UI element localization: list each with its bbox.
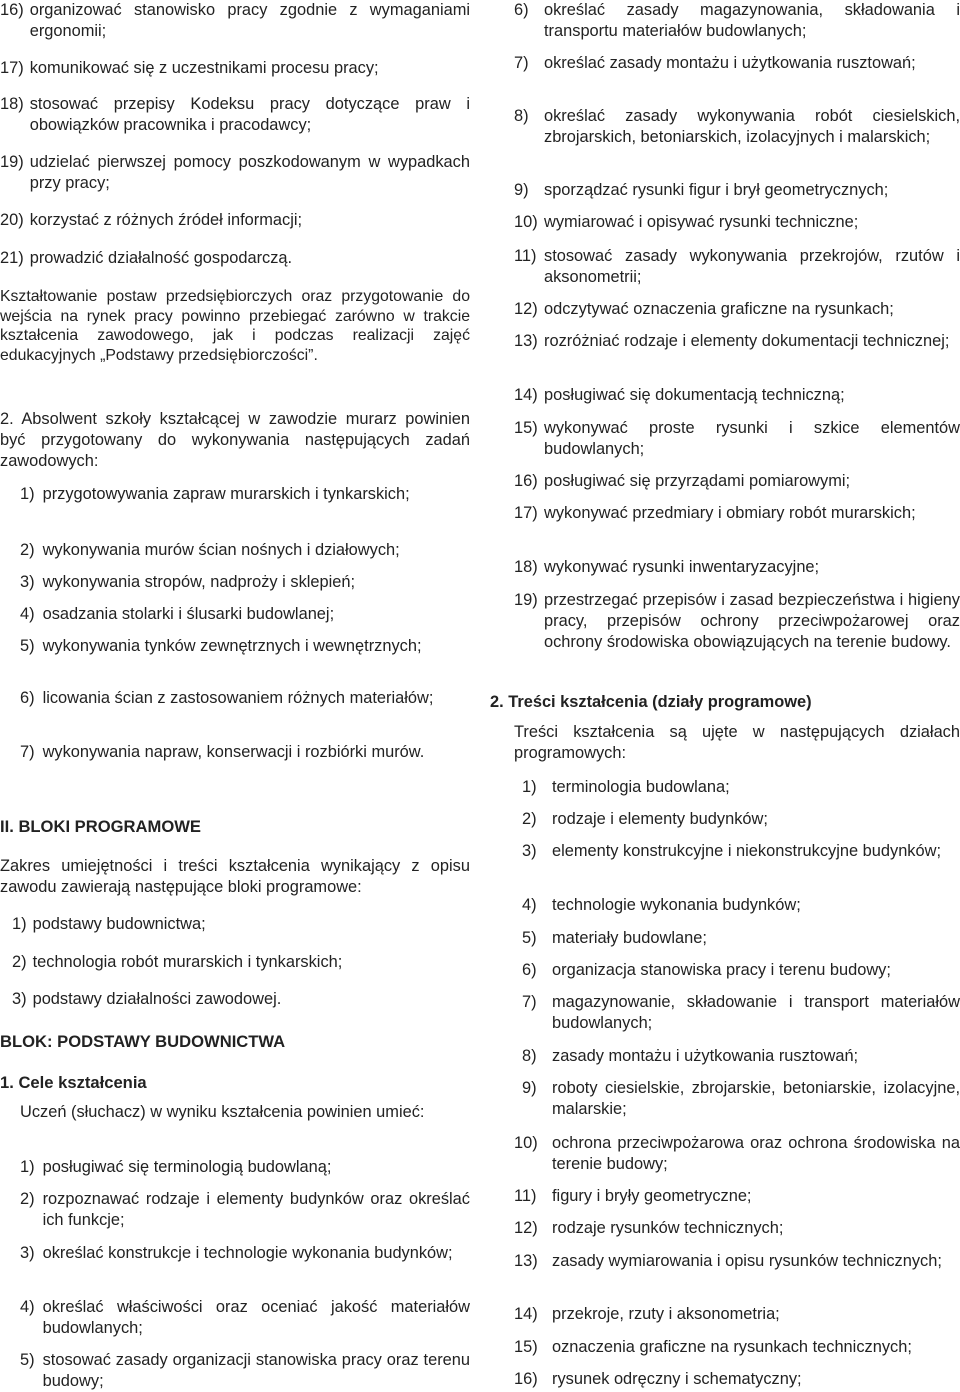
list-item [12, 989, 470, 1010]
item-text: rozróżniać rodzaje i elementy dokumentacji technicznej; [544, 332, 950, 350]
item-number: 2) [522, 810, 537, 828]
list-item [12, 914, 470, 935]
list-item [0, 152, 470, 194]
item-number: 18) [0, 95, 24, 113]
item-text: wykonywać rysunki inwentaryzacyjne; [544, 558, 820, 576]
heading-goals: 1. Cele kształcenia [0, 1073, 147, 1092]
item-text: określać właściwości oraz oceniać jakość materiałów budowlanych; [42, 1298, 470, 1337]
item-number: 18) [514, 558, 538, 576]
item-number: 6) [522, 961, 537, 979]
item-number: 16) [514, 1370, 538, 1388]
item-number: 1) [522, 778, 537, 796]
list-item [20, 604, 470, 625]
heading-blocks: II. BLOKI PROGRAMOWE [0, 817, 201, 836]
item-number: 4) [20, 1298, 35, 1316]
list-item [514, 385, 960, 406]
item-number: 1) [20, 485, 35, 503]
item-number: 3) [20, 573, 35, 591]
list-item [522, 895, 960, 916]
list-item [20, 484, 470, 505]
item-number: 7) [522, 993, 537, 1011]
item-text: odczytywać oznaczenia graficzne na rysunkach; [544, 300, 894, 318]
list-item [522, 1078, 960, 1120]
list-item [20, 688, 470, 709]
item-text: stosować przepisy Kodeksu pracy dotyczące praw i obowiązków pracownika i pracodawcy; [29, 95, 470, 134]
item-number: 5) [20, 637, 35, 655]
item-number: 3) [522, 842, 537, 860]
list-item [0, 94, 470, 136]
item-number: 19) [514, 591, 538, 609]
item-number: 6) [514, 1, 529, 19]
item-number: 15) [514, 1338, 538, 1356]
item-text: określać konstrukcje i technologie wykonania budynków; [42, 1244, 453, 1262]
item-text: korzystać z różnych źródeł informacji; [29, 211, 303, 229]
list-item [522, 992, 960, 1034]
list-item [20, 1350, 470, 1392]
heading-block-basics: BLOK: PODSTAWY BUDOWNICTWA [0, 1032, 286, 1051]
item-text: wykonywania tynków zewnętrznych i wewnętrznych; [42, 637, 422, 655]
list-item [20, 636, 470, 657]
item-number: 16) [0, 1, 24, 19]
item-number: 5) [522, 929, 537, 947]
item-text: wymiarować i opisywać rysunki techniczne; [544, 213, 859, 231]
list-item [514, 1251, 960, 1272]
list-item [514, 503, 960, 524]
item-text: figury i bryły geometryczne; [552, 1187, 752, 1205]
list-item [514, 331, 960, 352]
list-item [0, 0, 470, 42]
item-text: rysunek odręczny i schematyczny; [552, 1370, 802, 1388]
list-item [514, 1304, 960, 1325]
item-text: roboty ciesielskie, zbrojarskie, betoniarskie, izolacyjne, malarskie; [552, 1079, 960, 1118]
list-item [514, 1369, 960, 1390]
list-item [522, 841, 960, 862]
item-text: udzielać pierwszej pomocy poszkodowanym w wypadkach przy pracy; [29, 153, 470, 192]
item-text: technologia robót murarskich i tynkarskich; [32, 953, 343, 971]
item-number: 15) [514, 419, 538, 437]
list-item [20, 742, 470, 763]
item-number: 20) [0, 211, 24, 229]
list-item [514, 1218, 960, 1239]
list-item [20, 1157, 470, 1178]
item-number: 13) [514, 1252, 538, 1270]
content-intro: Treści kształcenia są ujęte w następujących działach programowych: [514, 723, 960, 762]
item-number: 3) [20, 1244, 35, 1262]
item-number: 4) [522, 896, 537, 914]
item-text: posługiwać się dokumentacją techniczną; [544, 386, 845, 404]
item-number: 6) [20, 689, 35, 707]
item-text: podstawy budownictwa; [32, 915, 206, 933]
list-item [514, 1337, 960, 1358]
list-item [522, 1046, 960, 1067]
list-item [0, 248, 470, 269]
item-text: posługiwać się przyrządami pomiarowymi; [544, 472, 851, 490]
item-text: komunikować się z uczestnikami procesu pracy; [29, 59, 379, 77]
item-text: zasady wymiarowania i opisu rysunków technicznych; [552, 1252, 942, 1270]
item-text: przygotowywania zapraw murarskich i tynkarskich; [42, 485, 410, 503]
item-text: przekroje, rzuty i aksonometria; [552, 1305, 780, 1323]
item-text: zasady montażu i użytkowania rusztowań; [552, 1047, 859, 1065]
list-item [522, 809, 960, 830]
item-number: 1) [12, 915, 27, 933]
item-text: magazynowanie, składowanie i transport materiałów budowlanych; [552, 993, 960, 1032]
item-number: 12) [514, 1219, 538, 1237]
item-text: materiały budowlane; [552, 929, 707, 947]
item-number: 2) [12, 953, 27, 971]
list-item [20, 1243, 470, 1264]
item-text: określać zasady wykonywania robót ciesielskich, zbrojarskich, betoniarskich, izolacyjnych i malarskich; [544, 107, 960, 146]
list-item [522, 928, 960, 949]
item-text: wykonywania stropów, nadproży i sklepień; [42, 573, 356, 591]
item-number: 7) [20, 743, 35, 761]
item-text: organizować stanowisko pracy zgodnie z wymaganiami ergonomii; [29, 1, 470, 40]
heading-content: 2. Treści kształcenia (działy programowe) [490, 693, 812, 711]
list-item [514, 299, 960, 320]
list-item [514, 557, 960, 578]
item-number: 16) [514, 472, 538, 490]
list-item [20, 540, 470, 561]
item-number: 11) [514, 1187, 537, 1205]
list-item [514, 0, 960, 42]
item-number: 5) [20, 1351, 35, 1369]
list-item [514, 246, 960, 288]
item-text: rodzaje rysunków technicznych; [552, 1219, 784, 1237]
blocks-intro: Zakres umiejętności i treści kształcenia wynikający z opisu zawodu zawierają następujące bloki programowe: [0, 857, 470, 896]
item-number: 10) [514, 1134, 538, 1152]
list-item [514, 53, 960, 74]
item-number: 14) [514, 1305, 538, 1323]
list-item [514, 106, 960, 148]
item-number: 8) [514, 107, 529, 125]
list-item [522, 960, 960, 981]
item-number: 17) [514, 504, 538, 522]
item-number: 19) [0, 153, 24, 171]
item-text: określać zasady montażu i użytkowania rusztowań; [544, 54, 916, 72]
item-text: wykonywania napraw, konserwacji i rozbiórki murów. [42, 743, 425, 761]
item-text: elementy konstrukcyjne i niekonstrukcyjne budynków; [552, 842, 942, 860]
list-item [514, 212, 960, 233]
item-number: 2) [20, 541, 35, 559]
intro-paragraph: Kształtowanie postaw przedsiębiorczych oraz przygotowanie do wejścia na rynek pracy powinno przebiegać zarówno w trakcie kształcenia zawodowego, jak i podczas realizacji zajęć edukacyjnych „Podstawy przedsiębiorczości”. [0, 288, 470, 364]
section-2-paragraph: 2. Absolwent szkoły kształcącej w zawodzie murarz powinien być przygotowany do wykonywania następujących zadań zawodowych: [0, 410, 470, 470]
item-text: posługiwać się terminologią budowlaną; [42, 1158, 332, 1176]
list-item [20, 572, 470, 593]
item-text: wykonywania murów ścian nośnych i działowych; [42, 541, 400, 559]
item-text: stosować zasady wykonywania przekrojów, rzutów i aksonometrii; [544, 247, 960, 286]
item-number: 10) [514, 213, 538, 231]
goals-intro: Uczeń (słuchacz) w wyniku kształcenia powinien umieć: [20, 1103, 425, 1121]
item-text: organizacja stanowiska pracy i terenu budowy; [552, 961, 891, 979]
list-item [514, 471, 960, 492]
item-text: przestrzegać przepisów i zasad bezpieczeństwa i higieny pracy, przepisów ochrony przeciwpożarowej oraz ochrony środowiska obowiązujących na terenie budowy. [544, 591, 960, 651]
item-text: osadzania stolarki i ślusarki budowlanej; [42, 605, 335, 623]
list-item [20, 1297, 470, 1339]
list-item [514, 1186, 960, 1207]
item-text: podstawy działalności zawodowej. [32, 990, 282, 1008]
item-text: rodzaje i elementy budynków; [552, 810, 768, 828]
item-text: wykonywać proste rysunki i szkice elementów budowlanych; [544, 419, 960, 458]
item-number: 13) [514, 332, 538, 350]
item-number: 4) [20, 605, 35, 623]
list-item [522, 777, 960, 798]
item-number: 11) [514, 247, 537, 265]
item-text: stosować zasady organizacji stanowiska pracy oraz terenu budowy; [42, 1351, 470, 1390]
item-number: 3) [12, 990, 27, 1008]
item-number: 7) [514, 54, 529, 72]
item-text: licowania ścian z zastosowaniem różnych materiałów; [42, 689, 434, 707]
item-text: wykonywać przedmiary i obmiary robót murarskich; [544, 504, 916, 522]
item-text: terminologia budowlana; [552, 778, 730, 796]
list-item [514, 418, 960, 460]
item-text: określać zasady magazynowania, składowania i transportu materiałów budowlanych; [544, 1, 960, 40]
item-text: rozpoznawać rodzaje i elementy budynków oraz określać ich funkcje; [42, 1190, 470, 1229]
list-item [0, 58, 470, 79]
list-item [514, 590, 960, 653]
list-item [12, 952, 470, 973]
item-number: 9) [522, 1079, 537, 1097]
list-item [20, 1189, 470, 1231]
item-number: 12) [514, 300, 538, 318]
list-item [514, 1133, 960, 1175]
item-number: 14) [514, 386, 538, 404]
item-number: 8) [522, 1047, 537, 1065]
item-number: 21) [0, 249, 24, 267]
item-text: sporządzać rysunki figur i brył geometrycznych; [544, 181, 889, 199]
item-text: ochrona przeciwpożarowa oraz ochrona środowiska na terenie budowy; [552, 1134, 960, 1173]
item-number: 17) [0, 59, 24, 77]
list-item [0, 210, 470, 231]
item-number: 9) [514, 181, 529, 199]
item-text: prowadzić działalność gospodarczą. [29, 249, 293, 267]
item-text: technologie wykonania budynków; [552, 896, 801, 914]
item-number: 1) [20, 1158, 35, 1176]
item-number: 2) [20, 1190, 35, 1208]
list-item [514, 180, 960, 201]
item-text: oznaczenia graficzne na rysunkach technicznych; [552, 1338, 912, 1356]
